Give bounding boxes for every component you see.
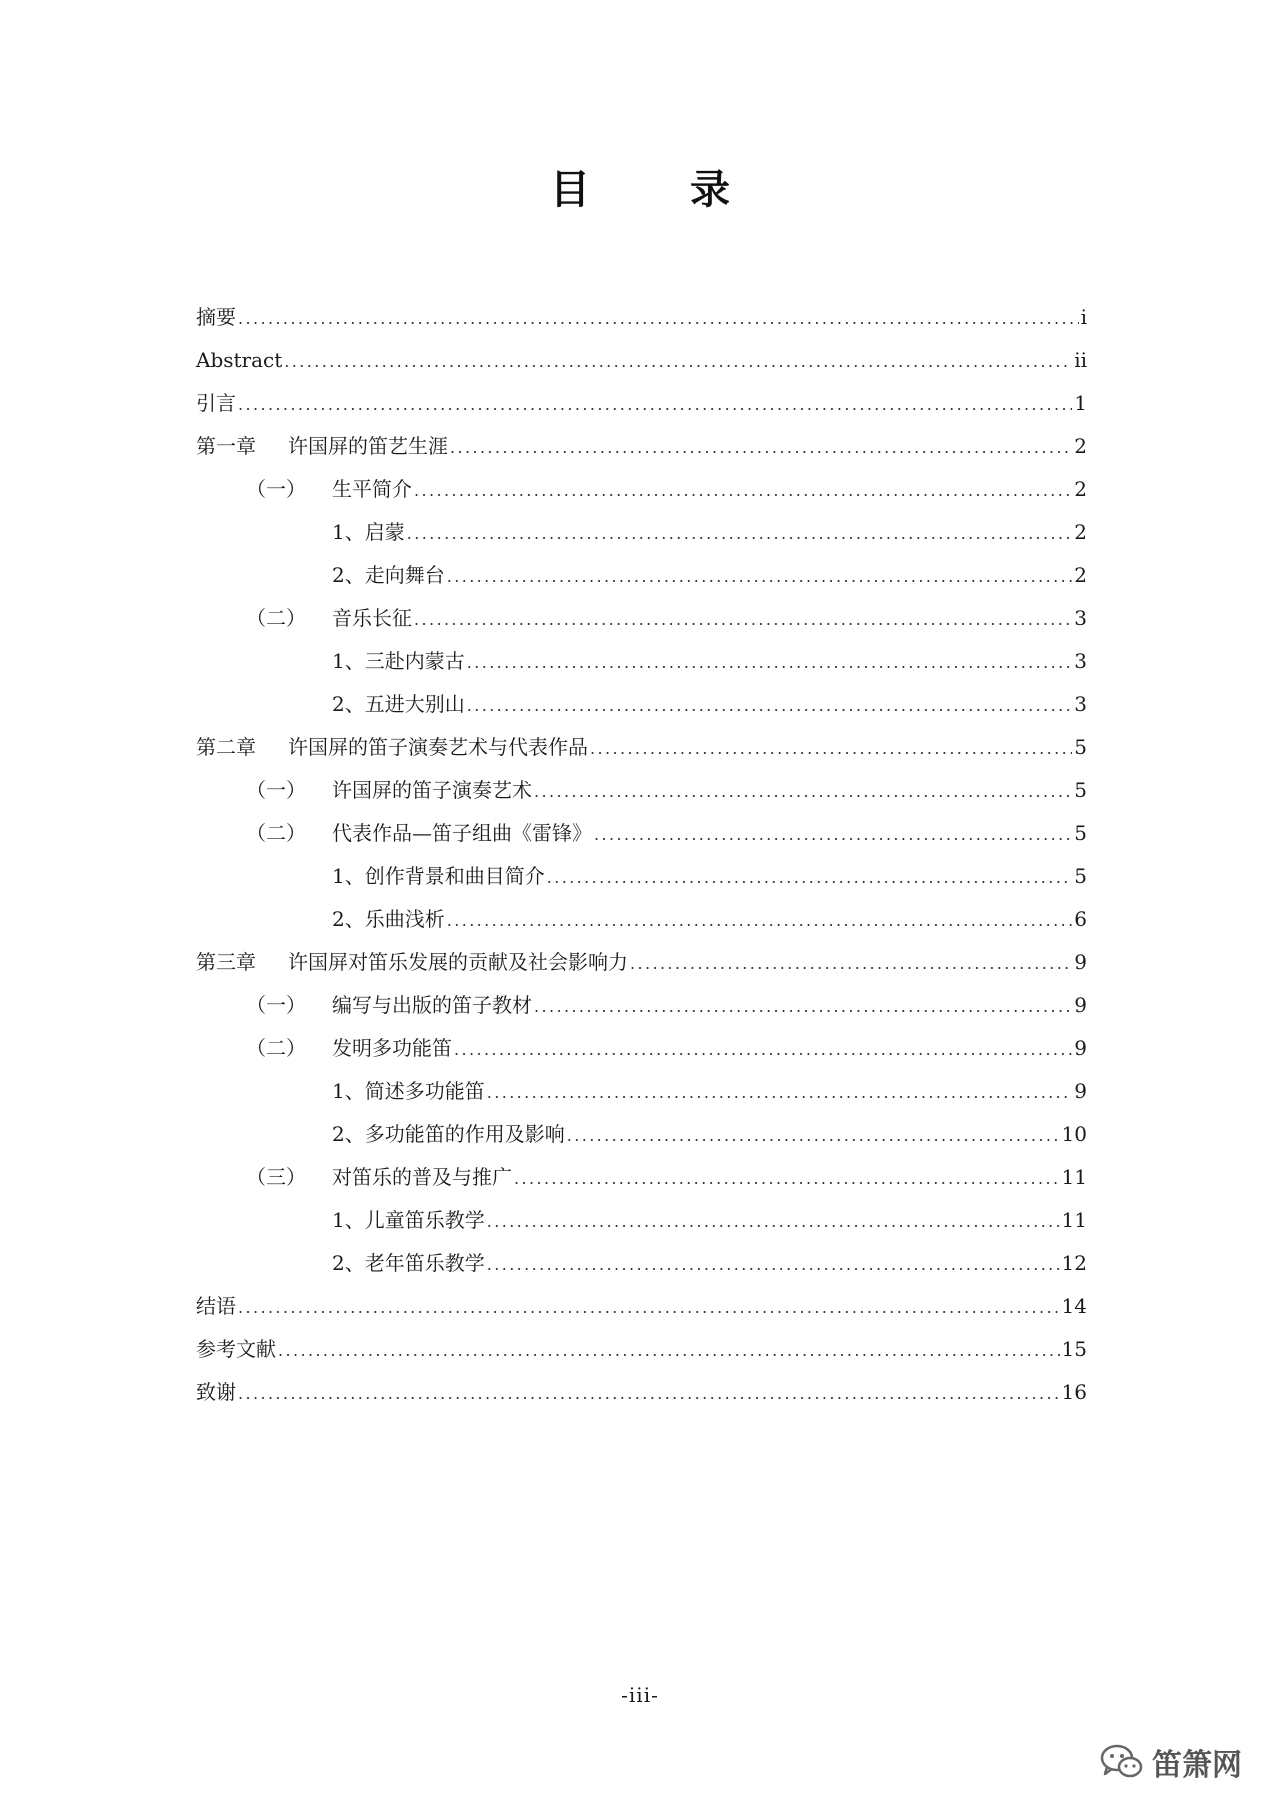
toc-dot-leader [238,1286,1060,1329]
toc-entry[interactable] [196,1199,1087,1242]
toc-entry[interactable] [196,339,1087,382]
toc-entry-page: 2 [1074,434,1087,458]
toc-dot-leader [450,426,1072,469]
toc-entry-label: 生平简介 [332,477,412,501]
toc-entry[interactable] [196,597,1087,640]
toc-dot-leader [278,1329,1060,1372]
toc-entry[interactable] [196,1242,1087,1285]
toc-entry-label: 引言 [196,391,236,415]
toc-entry[interactable] [196,769,1087,812]
toc-entry-number: （一） [246,993,306,1017]
toc-entry-label: 2、走向舞台 [332,563,445,587]
toc-entry-number: （一） [246,477,306,501]
toc-entry-label: 1、儿童笛乐教学 [332,1208,485,1232]
toc-entry[interactable] [196,984,1087,1027]
toc-entry-label: 1、三赴内蒙古 [332,649,465,673]
toc-dot-leader [414,469,1072,512]
toc-dot-leader [487,1200,1060,1243]
toc-entry-label: 结语 [196,1294,236,1318]
toc-entry-label: 1、创作背景和曲目简介 [332,864,545,888]
toc-entry-label: Abstract [196,348,283,372]
toc-entry-page: 16 [1061,1380,1087,1404]
toc-entry[interactable] [196,855,1087,898]
toc-entry-label: 致谢 [196,1380,236,1404]
page-title: 目 录 [550,167,760,213]
toc-entry-label: 发明多功能笛 [332,1036,452,1060]
toc-dot-leader [447,899,1073,942]
toc-entry-number: （二） [246,1036,306,1060]
toc-entry-page: 5 [1074,821,1087,845]
toc-entry-label: 许国屏的笛子演奏艺术 [332,778,532,802]
toc-entry[interactable] [196,382,1087,425]
toc-entry-label: 2、乐曲浅析 [332,907,445,931]
toc-dot-leader [534,770,1072,813]
toc-entry-page: 12 [1061,1251,1087,1275]
toc-entry-label: 摘要 [196,305,236,329]
toc-entry-number: 第三章 [196,950,256,974]
toc-entry-label: 音乐长征 [332,606,412,630]
toc-entry-page: 3 [1074,649,1087,673]
toc-entry-number: （二） [246,821,306,845]
toc-entry[interactable] [196,898,1087,941]
toc-dot-leader [547,856,1073,899]
toc-entry[interactable] [196,726,1087,769]
toc-entry-page: i [1080,305,1087,329]
toc-dot-leader [567,1114,1060,1157]
toc-entry[interactable] [196,1371,1087,1414]
toc-entry-page: 15 [1061,1337,1087,1361]
page-number: -iii- [621,1683,659,1707]
toc-entry[interactable] [196,683,1087,726]
toc-dot-leader [447,555,1073,598]
toc-entry-label: 2、多功能笛的作用及影响 [332,1122,565,1146]
toc-dot-leader [487,1071,1073,1114]
toc-entry-page: 14 [1061,1294,1087,1318]
toc-entry-label: 编写与出版的笛子教材 [332,993,532,1017]
toc-entry-page: 5 [1074,778,1087,802]
toc-entry[interactable] [196,1027,1087,1070]
toc-entry[interactable] [196,468,1087,511]
toc-entry-label: 对笛乐的普及与推广 [332,1165,512,1189]
toc-entry-label: 2、五进大别山 [332,692,465,716]
toc-entry[interactable] [196,1156,1087,1199]
toc-entry-page: 9 [1074,993,1087,1017]
toc-entry-page: 2 [1074,477,1087,501]
toc-dot-leader [238,1372,1060,1415]
toc-entry-page: 9 [1074,950,1087,974]
toc-entry[interactable] [196,1113,1087,1156]
toc-entry-label: 许国屏的笛艺生涯 [288,434,448,458]
toc-entry[interactable] [196,425,1087,468]
toc-entry-number: （三） [246,1165,306,1189]
toc-entry[interactable] [196,296,1087,339]
toc-entry-page: 9 [1074,1036,1087,1060]
toc-dot-leader [467,641,1073,684]
toc-entry[interactable] [196,1285,1087,1328]
watermark [1100,1740,1242,1784]
toc-entry-label: 许国屏对笛乐发展的贡献及社会影响力 [288,950,628,974]
toc-dot-leader [454,1028,1072,1071]
toc-entry-label: 参考文献 [196,1337,276,1361]
toc-entry-page: 11 [1061,1165,1087,1189]
toc-entry[interactable] [196,554,1087,597]
toc-dot-leader [534,985,1072,1028]
toc-dot-leader [284,340,1072,383]
toc-dot-leader [238,297,1079,340]
toc-entry[interactable] [196,640,1087,683]
toc-entry-page: 6 [1074,907,1087,931]
toc-entry-number: （一） [246,778,306,802]
wechat-icon [1100,1744,1144,1780]
toc-dot-leader [590,727,1072,770]
toc-entry-number: （二） [246,606,306,630]
toc-dot-leader [238,383,1072,426]
toc-entry[interactable] [196,1070,1087,1113]
toc-entry-page: 3 [1074,606,1087,630]
toc-entry[interactable] [196,1328,1087,1371]
toc-dot-leader [514,1157,1060,1200]
toc-entry-page: 5 [1074,864,1087,888]
toc-dot-leader [414,598,1072,641]
toc-entry-page: 5 [1074,735,1087,759]
toc-entry-label: 代表作品—笛子组曲《雷锋》 [332,821,592,845]
toc-dot-leader [487,1243,1060,1286]
toc-entry-label: 2、老年笛乐教学 [332,1251,485,1275]
toc-entry-label: 许国屏的笛子演奏艺术与代表作品 [288,735,588,759]
toc-entry-number: 第一章 [196,434,256,458]
toc-entry-page: ii [1074,348,1087,372]
toc-dot-leader [630,942,1072,985]
toc-entry[interactable] [196,941,1087,984]
toc-dot-leader [407,512,1073,555]
toc-entry-number: 第二章 [196,735,256,759]
watermark-text: 笛箫网 [1152,1748,1242,1783]
toc-entry-label: 1、启蒙 [332,520,405,544]
table-of-contents [196,296,1087,1414]
toc-entry-page: 2 [1074,520,1087,544]
toc-entry-page: 2 [1074,563,1087,587]
toc-entry[interactable] [196,812,1087,855]
toc-dot-leader [594,813,1072,856]
toc-entry[interactable] [196,511,1087,554]
toc-entry-page: 3 [1074,692,1087,716]
toc-entry-page: 9 [1074,1079,1087,1103]
toc-entry-page: 10 [1061,1122,1087,1146]
toc-entry-page: 11 [1061,1208,1087,1232]
toc-entry-label: 1、简述多功能笛 [332,1079,485,1103]
toc-dot-leader [467,684,1073,727]
toc-entry-page: 1 [1074,391,1087,415]
